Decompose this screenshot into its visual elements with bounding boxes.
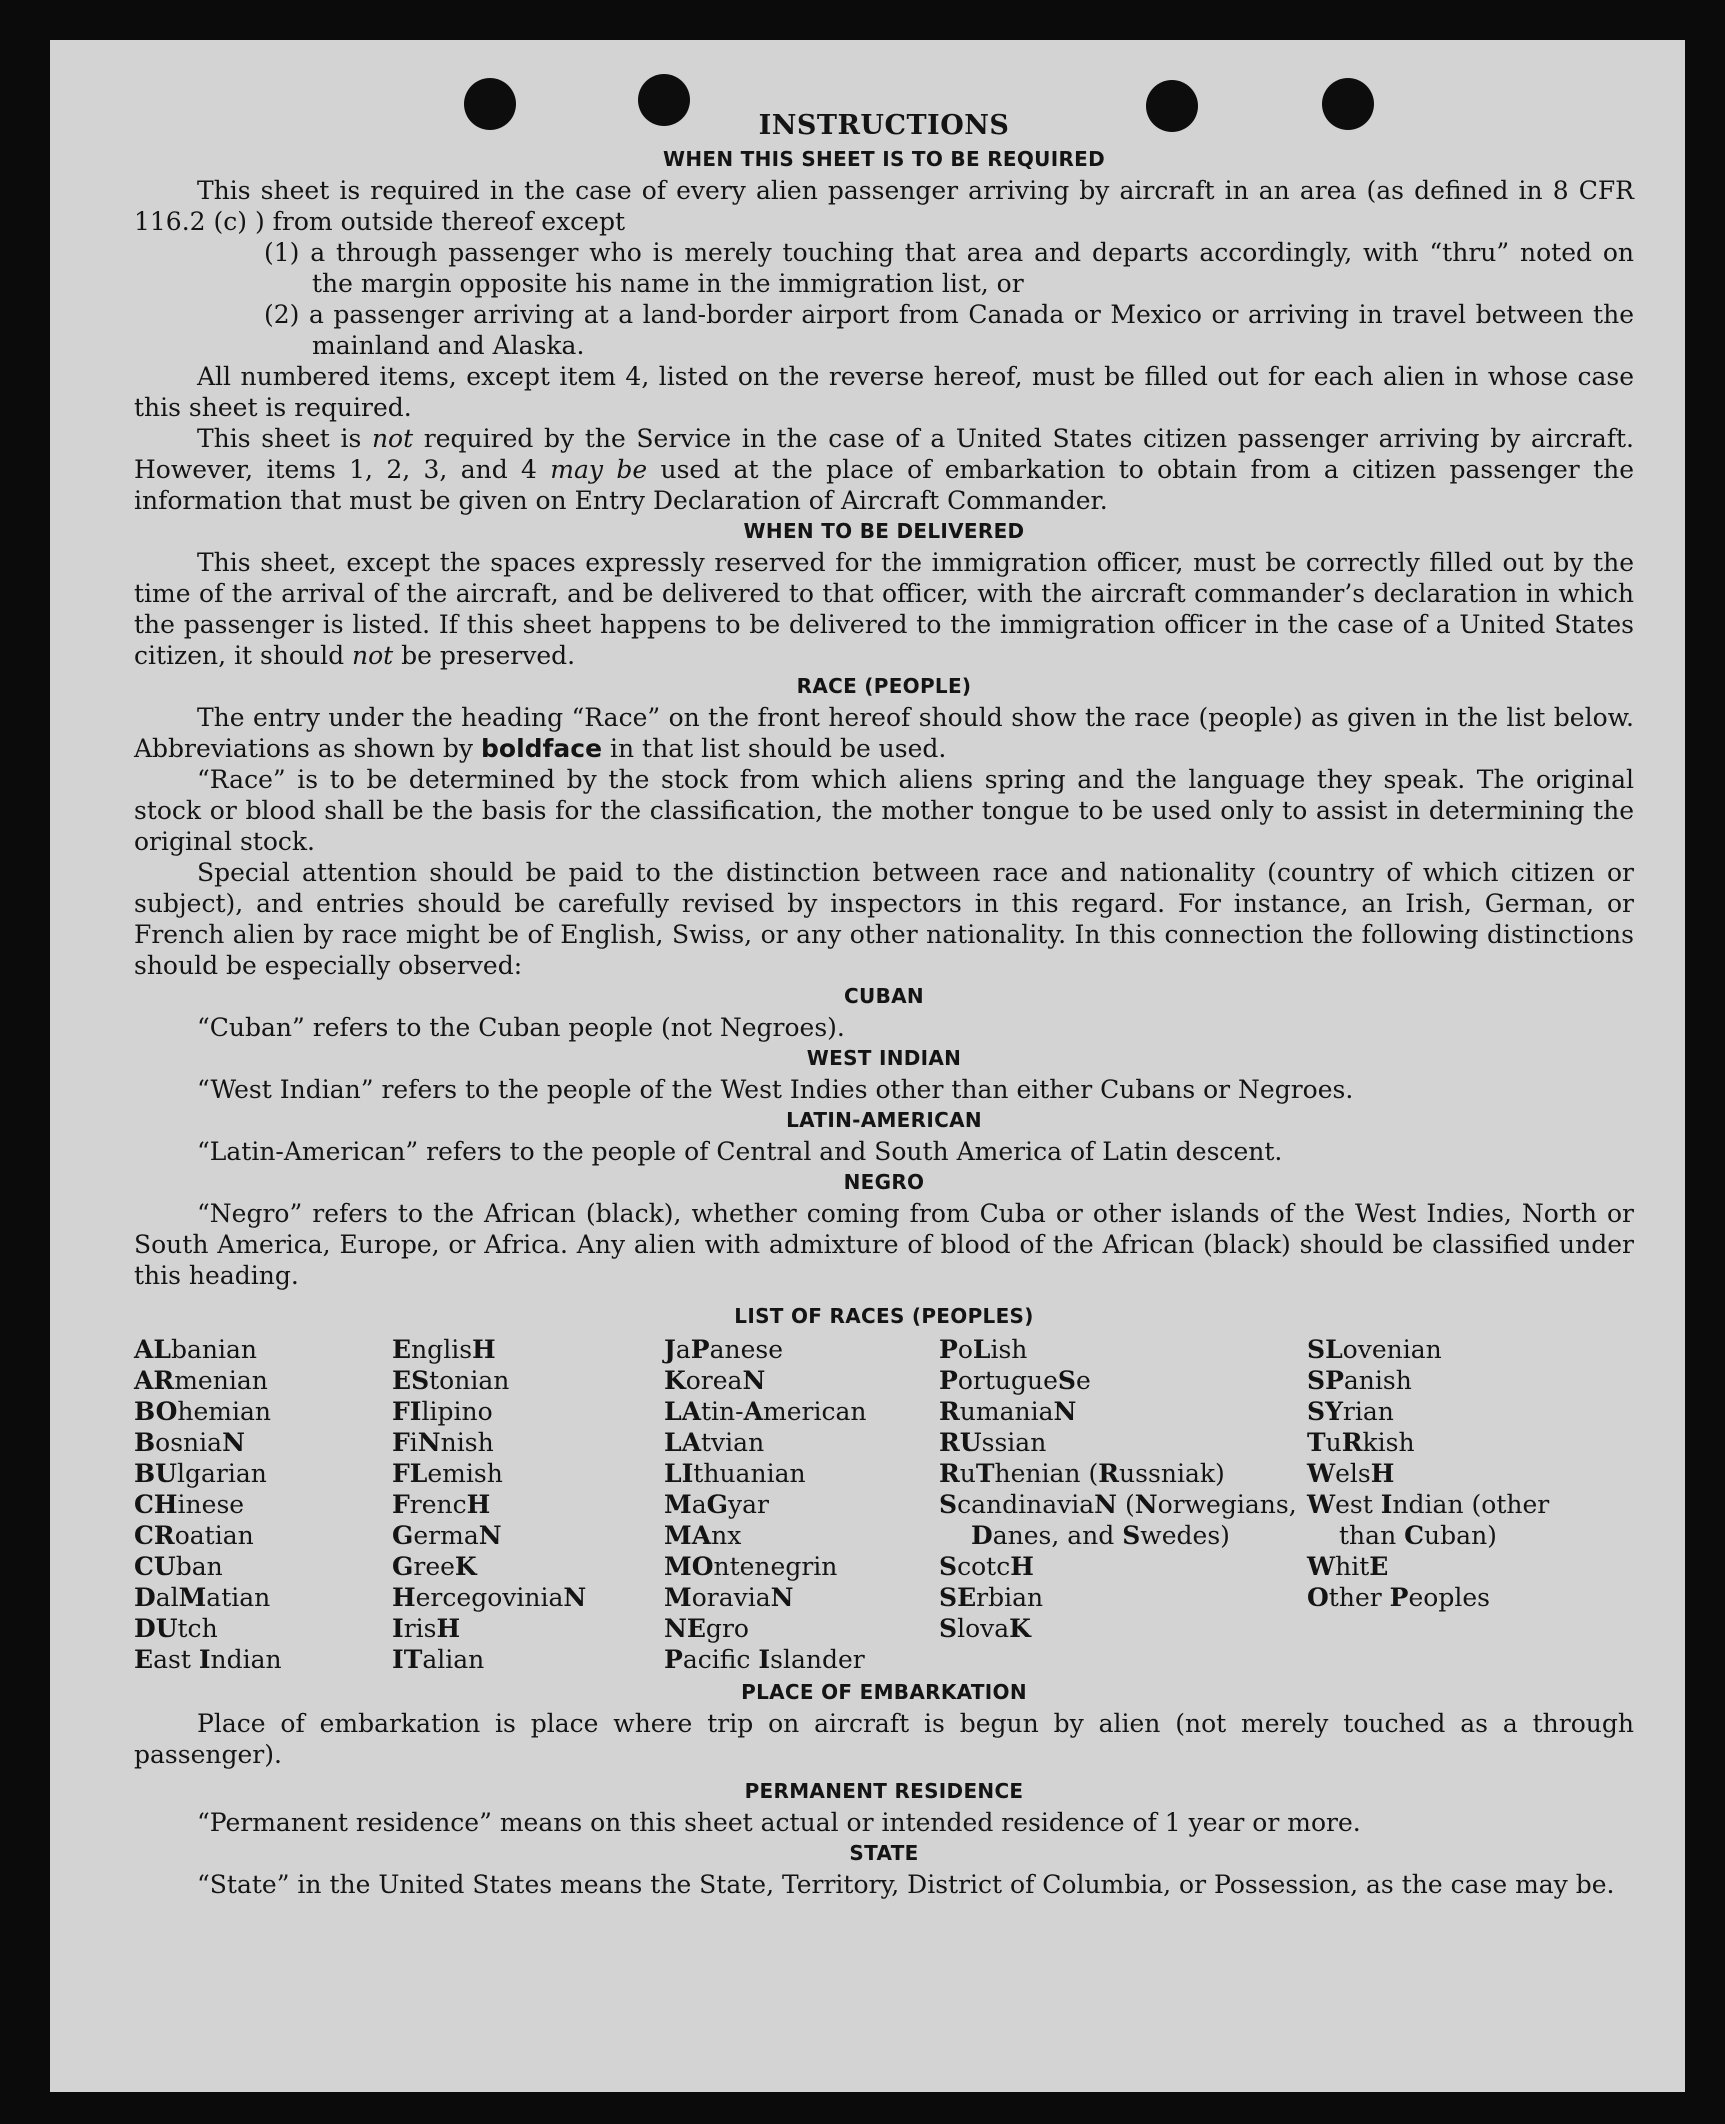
document-sheet	[50, 40, 1685, 2092]
race-item: IrisH	[392, 1614, 461, 1643]
page-title: INSTRUCTIONS	[758, 110, 1010, 141]
race-item: ScandinaviaN (Norwegians, Danes, and Swedes)	[939, 1490, 1297, 1550]
race-item: GreeK	[392, 1552, 477, 1581]
race-item: GermaN	[392, 1521, 502, 1550]
heading-latin-american: LATIN-AMERICAN	[786, 1108, 982, 1132]
race-item: LAtin-American	[664, 1397, 867, 1426]
race-item: SlovaK	[939, 1614, 1031, 1643]
race-item: RUssian	[939, 1428, 1047, 1457]
exception-item-1: (1) a through passenger who is merely touching that area and departs accordingly, with “thru” noted on the margin opposite his name in the immigration list, or	[264, 238, 1634, 298]
heading-negro: NEGRO	[843, 1170, 925, 1194]
para-when-required-intro: This sheet is required in the case of every alien passenger arriving by aircraft in an area (as defined in 8 CFR 116.2 (c) ) from outside thereof except	[134, 176, 1634, 236]
race-item: MoraviaN	[664, 1583, 794, 1612]
race-item: LAtvian	[664, 1428, 765, 1457]
race-item: DalMatian	[134, 1583, 271, 1612]
race-item: FrencH	[392, 1490, 491, 1519]
race-item: FIlipino	[392, 1397, 493, 1426]
race-item: JaPanese	[664, 1335, 784, 1364]
race-item: TuRkish	[1307, 1428, 1415, 1457]
heading-permanent-residence: PERMANENT RESIDENCE	[744, 1779, 1024, 1803]
para-race-nationality: Special attention should be paid to the distinction between race and nationality (country of which citizen or subject), and entries should be carefully revised by inspectors in this regard. For instance, an Irish, German, or French alien by race might be of English, Swiss, or any other nationality. In this connection the following distinctions should be especially observed:	[134, 858, 1634, 980]
race-item: BUlgarian	[134, 1459, 267, 1488]
race-item: ScotcH	[939, 1552, 1034, 1581]
heading-race: RACE (PEOPLE)	[796, 674, 972, 698]
race-item: EStonian	[392, 1366, 510, 1395]
races-column-4	[939, 1334, 1307, 1675]
para-race-stock: “Race” is to be determined by the stock from which aliens spring and the language they speak. The original stock or blood shall be the basis for the classification, the mother tongue to be used only to assist in determining the original stock.	[134, 765, 1634, 856]
race-item: Pacifc Islander	[664, 1645, 865, 1674]
para-numbered-items: All numbered items, except item 4, listed on the reverse hereof, must be filled out for each alien in whose case this sheet is required.	[134, 362, 1634, 422]
race-item: ALbanian	[134, 1335, 258, 1364]
race-item: ARmenian	[134, 1366, 268, 1395]
heading-west-indian: WEST INDIAN	[806, 1046, 962, 1070]
race-item: FLemish	[392, 1459, 503, 1488]
race-item: CHinese	[134, 1490, 245, 1519]
race-item: HercegoviniaN	[392, 1583, 587, 1612]
heading-state: STATE	[849, 1841, 919, 1865]
para-permanent-residence: “Permanent residence” means on this sheet actual or intended residence of 1 year or more.	[197, 1808, 1361, 1837]
race-item: WhitE	[1307, 1552, 1389, 1581]
races-column-1	[134, 1334, 392, 1675]
races-column-5	[1307, 1334, 1607, 1675]
race-item: Other Peoples	[1307, 1583, 1490, 1612]
race-item: BOhemian	[134, 1397, 272, 1426]
para-state: “State” in the United States means the State, Territory, District of Columbia, or Possession, as the case may be.	[197, 1870, 1615, 1899]
race-item: SYrian	[1307, 1397, 1394, 1426]
race-item: BosniaN	[134, 1428, 245, 1457]
race-item: EnglisH	[392, 1335, 496, 1364]
race-item: FiNnish	[392, 1428, 494, 1457]
races-column-2	[392, 1334, 664, 1675]
races-table	[134, 1334, 1634, 1675]
para-race-entry: The entry under the heading “Race” on the front hereof should show the race (people) as given in the list below. Abbreviations as shown by boldface in that list should be used.	[134, 703, 1634, 763]
race-item: PoLish	[939, 1335, 1028, 1364]
para-embarkation: Place of embarkation is place where trip on aircraft is begun by alien (not merely touched as a through passenger).	[134, 1709, 1634, 1769]
race-item: SErbian	[939, 1583, 1044, 1612]
para-latin-american: “Latin-American” refers to the people of Central and South America of Latin descent.	[197, 1137, 1283, 1166]
race-item: MaGyar	[664, 1490, 769, 1519]
heading-when-delivered: WHEN TO BE DELIVERED	[743, 519, 1025, 543]
race-item: WelsH	[1307, 1459, 1395, 1488]
race-item: MOntenegrin	[664, 1552, 838, 1581]
race-item: MAnx	[664, 1521, 742, 1550]
race-item: East Indian	[134, 1645, 282, 1674]
race-item: ITalian	[392, 1645, 485, 1674]
heading-when-required: WHEN THIS SHEET IS TO BE REQUIRED	[662, 147, 1106, 171]
race-item: SPanish	[1307, 1366, 1412, 1395]
para-west-indian: “West Indian” refers to the people of the West Indies other than either Cubans or Negroes.	[197, 1075, 1354, 1104]
races-column-3	[664, 1334, 939, 1675]
para-citizen-passenger: This sheet is not required by the Service in the case of a United States citizen passenger arriving by aircraft. However, items 1, 2, 3, and 4 may be used at the place of embarkation to obtain from a citizen passenger the information that must be given on Entry Declaration of Aircraft Commander.	[134, 424, 1635, 515]
race-item: CUban	[134, 1552, 223, 1581]
race-item: NEgro	[664, 1614, 749, 1643]
race-item: DUtch	[134, 1614, 218, 1643]
instructions-content	[134, 108, 1634, 1900]
race-item: LIthuanian	[664, 1459, 806, 1488]
heading-embarkation: PLACE OF EMBARKATION	[741, 1680, 1027, 1704]
race-item: CRoatian	[134, 1521, 254, 1550]
race-item: West Indian (other than Cuban)	[1307, 1490, 1550, 1550]
exception-item-2: (2) a passenger arriving at a land-border airport from Canada or Mexico or arriving in travel between the mainland and Alaska.	[264, 300, 1634, 360]
para-when-delivered: This sheet, except the spaces expressly reserved for the immigration officer, must be correctly filled out by the time of the arrival of the aircraft, and be delivered to that officer, with the aircraft commander’s declaration in which the passenger is listed. If this sheet happens to be delivered to the immigration officer in the case of a United States citizen, it should not be preserved.	[134, 548, 1634, 670]
para-cuban: “Cuban” refers to the Cuban people (not Negroes).	[197, 1013, 845, 1042]
race-item: PortugueSe	[939, 1366, 1091, 1395]
para-negro: “Negro” refers to the African (black), whether coming from Cuba or other islands of the West Indies, North or South America, Europe, or Africa. Any alien with admixture of blood of the African (black) should be classified under this heading.	[134, 1199, 1634, 1290]
heading-cuban: CUBAN	[844, 984, 924, 1008]
exceptions-list	[134, 237, 1634, 361]
race-item: KoreaN	[664, 1366, 766, 1395]
heading-list-of-races: LIST OF RACES (PEOPLES)	[734, 1304, 1034, 1328]
race-item: RuThenian (Russniak)	[939, 1459, 1225, 1488]
race-item: RumaniaN	[939, 1397, 1077, 1426]
race-item: SLovenian	[1307, 1335, 1442, 1364]
